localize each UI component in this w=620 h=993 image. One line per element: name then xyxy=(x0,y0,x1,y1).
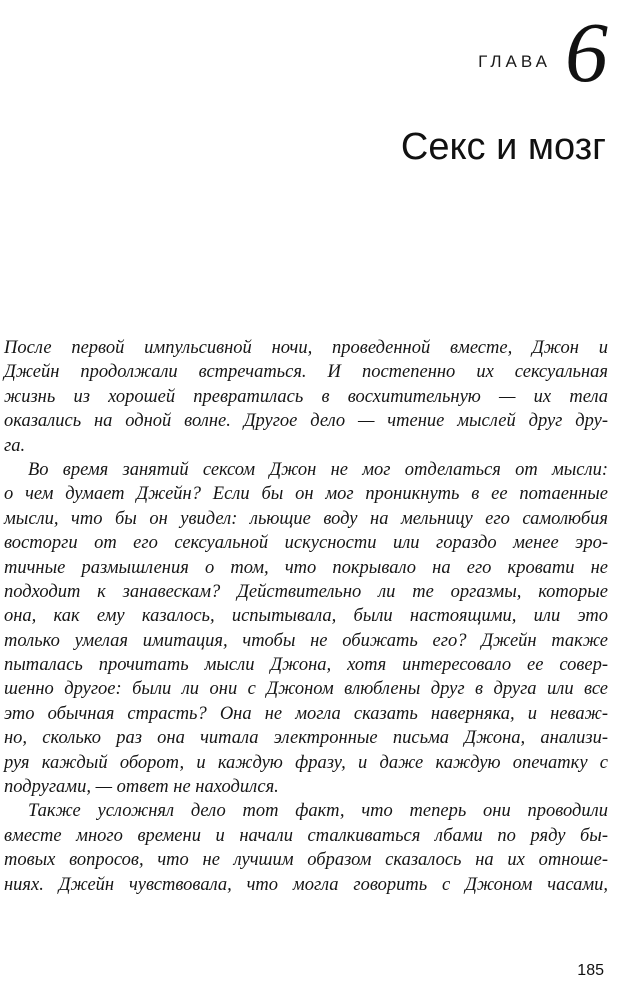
text-line: Также усложнял дело тот факт, что теперь они проводили xyxy=(28,801,608,822)
chapter-heading xyxy=(478,4,608,100)
text-line: это обычная страсть? Она не могла сказать наверняка, и неваж- xyxy=(4,703,608,724)
text-line: подходит к занавескам? Действительно ли те оргазмы, которые xyxy=(4,581,608,602)
text-line: о чем думает Джейн? Если бы он мог проникнуть в ее потаенные xyxy=(4,484,608,505)
text-line: мысли, что бы он увидел: льющие воду на мельницу его самолюбия xyxy=(4,508,608,529)
page-number: 185 xyxy=(577,962,604,979)
text-line: подругами, — ответ не находился. xyxy=(4,777,279,798)
text-line: тичные размышления о том, что покрывало на его кровати не xyxy=(4,557,608,578)
body-text xyxy=(4,336,608,897)
chapter-number: 6 xyxy=(565,4,608,100)
text-line: га. xyxy=(4,435,26,456)
text-line: вместе много времени и начали сталкиваться лбами по ряду бы- xyxy=(4,825,608,846)
text-line: жизнь из хорошей превратилась в восхитительную — их тела xyxy=(4,386,608,407)
text-line: восторги от его сексуальной искусности или гораздо менее эро- xyxy=(4,533,608,554)
text-line: но, сколько раз она читала электронные письма Джона, анализи- xyxy=(4,728,608,749)
text-line: Джейн продолжали встречаться. И постепенно их сексуальная xyxy=(4,362,608,383)
text-line: Во время занятий сексом Джон не мог отделаться от мысли: xyxy=(28,459,608,480)
text-line: ниях. Джейн чувствовала, что могла говорить с Джоном часами, xyxy=(4,874,608,895)
text-line: руя каждый оборот, и каждую фразу, и даже каждую опечатку с xyxy=(4,752,608,773)
text-line: После первой импульсивной ночи, проведенной вместе, Джон и xyxy=(4,338,608,358)
text-line: товых вопросов, что не лучшим образом сказалось на их отноше- xyxy=(4,850,608,871)
text-line: она, как ему казалось, испытывала, были настоящими, или это xyxy=(4,606,608,627)
text-line: пыталась прочитать мысли Джона, хотя интересовало ее совер- xyxy=(4,655,608,676)
text-line: оказались на одной волне. Другое дело — чтение мыслей друг дру- xyxy=(4,411,608,432)
text-line: шенно другое: были ли они с Джоном влюблены друг в друга или все xyxy=(4,679,608,700)
chapter-title: Секс и мозг xyxy=(400,126,606,168)
chapter-label: ГЛАВА xyxy=(478,52,551,71)
text-line: только умелая имитация, чтобы не обижать его? Джейн также xyxy=(4,630,608,651)
